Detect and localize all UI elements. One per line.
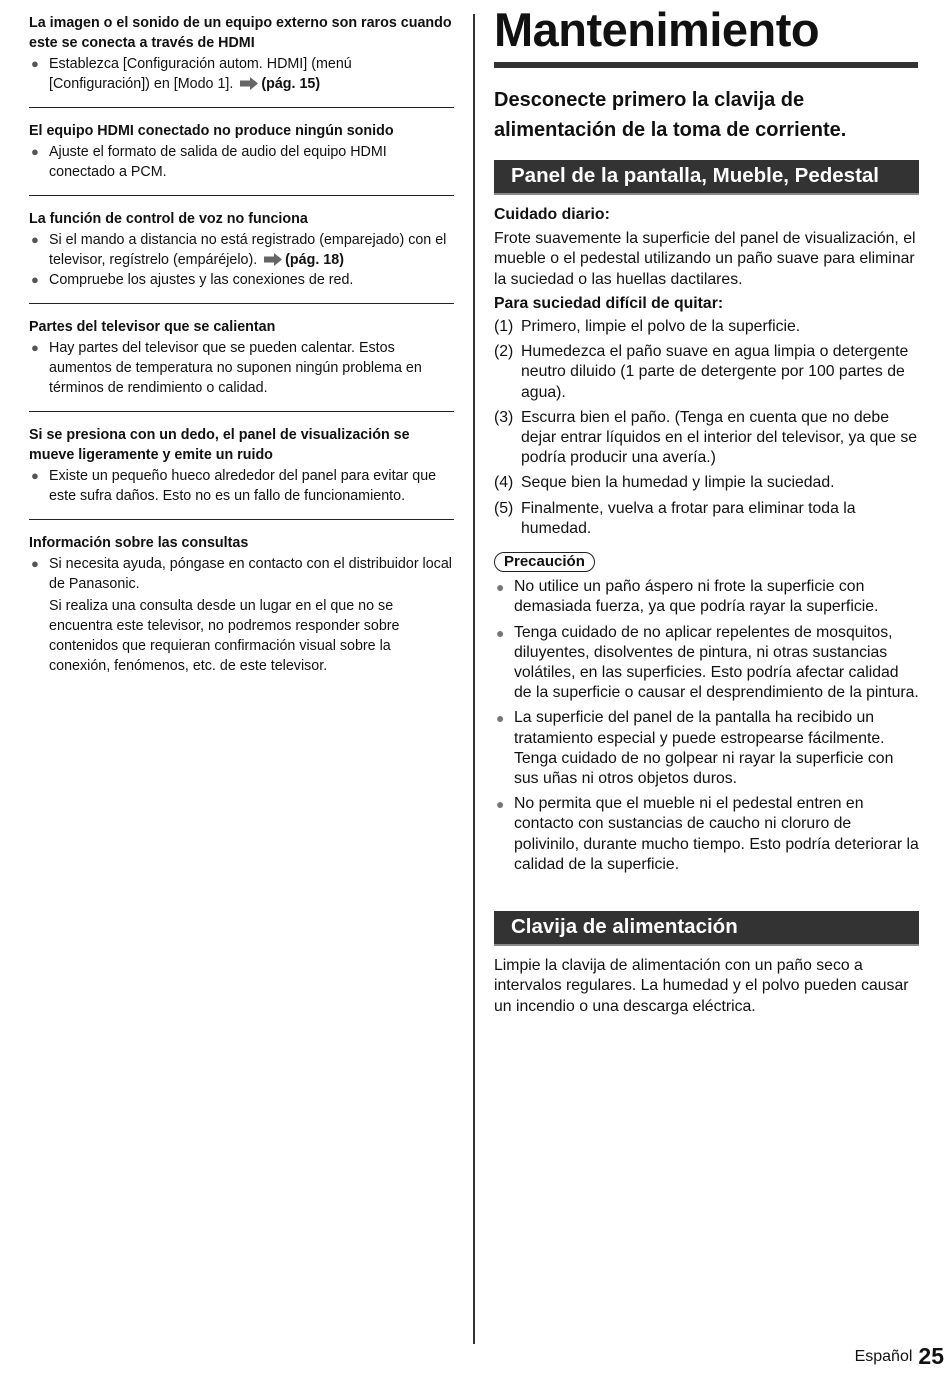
step-item: [494, 342, 919, 403]
bullet-icon: ●: [496, 624, 505, 641]
faq-title: Partes del televisor que se calientan: [29, 319, 276, 335]
faq-bullet-text: Ajuste el formato de salida de audio del equipo HDMI conectado a PCM.: [49, 144, 387, 180]
bullet-icon: ●: [31, 272, 39, 287]
faq-hdmi-no-sound: [29, 121, 454, 196]
daily-care-label: Cuidado diario:: [494, 206, 610, 223]
faq-bullet-text: Si necesita ayuda, póngase en contacto con el distribuidor local de Panasonic.: [49, 556, 452, 592]
faq-bullet: [29, 230, 454, 270]
step-text: Seque bien la humedad y limpie la suciedad.: [521, 474, 835, 492]
step-text: Escurra bien el paño. (Tenga en cuenta que no debe dejar entrar líquidos en el interior del televisor, ya que se podría producir una avería.): [521, 408, 918, 467]
bullet-icon: ●: [496, 710, 505, 727]
caution-item: [494, 623, 919, 704]
step-number: (5): [494, 499, 514, 517]
plug-text: Limpie la clavija de alimentación con un paño seco a intervalos regulares. La humedad y el polvo pueden causar un incendio o una descarga eléctrica.: [494, 957, 909, 1015]
page-reference-link[interactable]: (pág. 18): [285, 252, 344, 268]
bullet-icon: ●: [496, 579, 505, 596]
page-reference-arrow-icon: [264, 253, 282, 266]
faq-title: Información sobre las consultas: [29, 535, 249, 551]
caution-list: [494, 577, 919, 875]
faq-bullet-continuation: [29, 596, 454, 676]
faq-title: El equipo HDMI conectado no produce ningún sonido: [29, 123, 394, 139]
title-underline: [494, 62, 918, 68]
faq-title: La función de control de voz no funciona: [29, 211, 308, 227]
caution-item: [494, 708, 919, 789]
page-subtitle: Desconecte primero la clavija de alimentación de la toma de corriente.: [494, 89, 847, 141]
faq-bullet-text: Si realiza una consulta desde un lugar en el que no se encuentra este televisor, no podremos responder sobre contenidos que requieran confirmación visual sobre la conexión, fenómenos, etc. de este televisor.: [49, 598, 400, 674]
caution-text: La superficie del panel de la pantalla ha recibido un tratamiento especial y puede estropearse fácilmente. Tenga cuidado de no golpear ni rayar la superficie con sus uñas ni otros objetos duros.: [514, 709, 894, 788]
caution-item: [494, 794, 919, 875]
faq-bullet-text: Si el mando a distancia no está registrado (emparejado) con el televisor, regístrelo (empáréjelo).: [49, 232, 447, 268]
maintenance-column: [494, 0, 919, 1017]
bullet-icon: ●: [31, 468, 39, 483]
faq-hdmi-image-sound: [29, 13, 454, 108]
step-item: [494, 473, 919, 493]
troubleshooting-column: [29, 13, 454, 702]
faq-panel-moves: [29, 425, 454, 520]
bullet-icon: ●: [496, 796, 505, 813]
bullet-icon: ●: [31, 340, 39, 355]
faq-bullet: [29, 142, 454, 182]
faq-title: La imagen o el sonido de un equipo externo son raros cuando este se conecta a través de HDMI: [29, 15, 452, 51]
column-divider: [473, 14, 475, 1344]
step-number: (3): [494, 408, 514, 426]
step-item: [494, 317, 919, 337]
faq-bullet: [29, 554, 454, 594]
section-header-panel: Panel de la pantalla, Mueble, Pedestal: [494, 160, 919, 195]
faq-bullet-text: Existe un pequeño hueco alrededor del panel para evitar que este sufra daños. Esto no es un fallo de funcionamiento.: [49, 468, 437, 504]
page-reference-arrow-icon: [240, 77, 258, 90]
faq-bullet: [29, 466, 454, 506]
faq-inquiries: [29, 533, 454, 689]
bullet-icon: ●: [31, 232, 39, 247]
faq-bullet: [29, 338, 454, 398]
caution-text: No permita que el mueble ni el pedestal entren en contacto con sustancias de caucho ni cloruro de polivinilo, durante mucho tiempo. Esto podría deteriorar la calidad de la superficie.: [514, 795, 919, 873]
faq-parts-heat: [29, 317, 454, 412]
daily-care-text: Frote suavemente la superficie del panel de visualización, el mueble o el pedestal utilizando un paño suave para eliminar la suciedad o las huellas dactilares.: [494, 230, 916, 288]
bullet-icon: ●: [31, 144, 39, 159]
page-number: 25: [918, 1343, 944, 1369]
step-text: Primero, limpie el polvo de la superficie.: [521, 318, 801, 336]
step-number: (4): [494, 474, 514, 492]
page-reference-link[interactable]: (pág. 15): [261, 76, 321, 92]
faq-voice-control: [29, 209, 454, 304]
footer-language: Español: [854, 1348, 913, 1365]
page-footer: [855, 1343, 944, 1370]
faq-bullet: [29, 270, 454, 290]
page-title: Mantenimiento: [494, 3, 820, 56]
caution-text: Tenga cuidado de no aplicar repelentes de mosquitos, diluyentes, disolventes de pintura, ni otras sustancias volátiles, en las superficies. Esto podría afectar calidad de la superficie o causar el desprendimiento de la pintura.: [514, 623, 919, 702]
section-header-plug: Clavija de alimentación: [494, 911, 919, 946]
faq-bullet: [29, 54, 454, 94]
caution-text: No utilice un paño áspero ni frote la superficie con demasiada fuerza, ya que podría rayar la superficie.: [514, 578, 879, 616]
bullet-icon: ●: [31, 56, 39, 71]
step-number: (2): [494, 343, 514, 361]
step-item: [494, 408, 919, 469]
caution-item: [494, 577, 919, 617]
hard-dirt-label: Para suciedad difícil de quitar:: [494, 294, 724, 312]
caution-badge: Precaución: [494, 552, 595, 572]
step-text: Humedezca el paño suave en agua limpia o detergente neutro diluido (1 parte de detergente por 100 partes de agua).: [521, 343, 909, 401]
step-number: (1): [494, 318, 514, 336]
faq-bullet-text: Compruebe los ajustes y las conexiones de red.: [49, 272, 354, 288]
step-item: [494, 499, 919, 539]
faq-title: Si se presiona con un dedo, el panel de visualización se mueve ligeramente y emite un ruido: [29, 427, 410, 463]
step-text: Finalmente, vuelva a frotar para eliminar toda la humedad.: [521, 499, 856, 537]
cleaning-steps: [494, 317, 919, 539]
bullet-icon: ●: [31, 556, 39, 571]
faq-bullet-text: Establezca [Configuración autom. HDMI] (menú [Configuración]) en [Modo 1].: [49, 56, 352, 92]
faq-bullet-text: Hay partes del televisor que se pueden calentar. Estos aumentos de temperatura no suponen ningún problema en términos de rendimiento o calidad.: [49, 340, 422, 396]
